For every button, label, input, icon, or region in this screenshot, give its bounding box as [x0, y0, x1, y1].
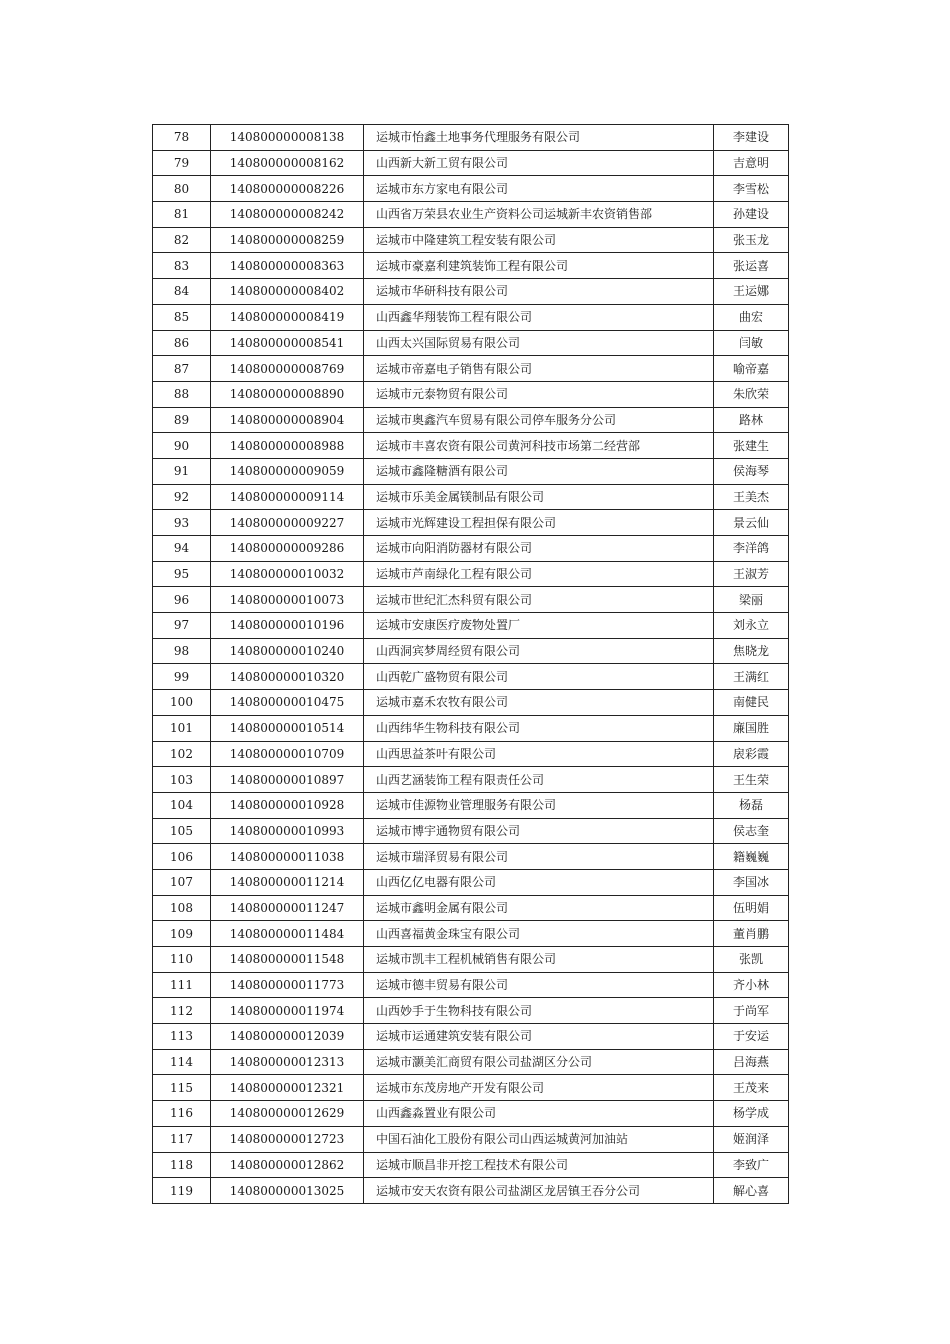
registration-code-cell: 140800000010320: [211, 664, 364, 690]
legal-representative-cell: 王运娜: [714, 279, 789, 305]
legal-representative-cell: 李致广: [714, 1152, 789, 1178]
legal-representative-cell: 闫敏: [714, 330, 789, 356]
row-number-cell: 92: [153, 484, 211, 510]
row-number-cell: 108: [153, 895, 211, 921]
table-row: [153, 330, 789, 356]
registration-code-cell: 140800000010475: [211, 690, 364, 716]
company-name-cell: 山西乾广盛物贸有限公司: [364, 664, 714, 690]
legal-representative-cell: 南健民: [714, 690, 789, 716]
row-number-cell: 106: [153, 844, 211, 870]
row-number-cell: 82: [153, 227, 211, 253]
company-name-cell: 运城市丰喜农资有限公司黄河科技市场第二经营部: [364, 433, 714, 459]
company-name-cell: 运城市德丰贸易有限公司: [364, 972, 714, 998]
legal-representative-cell: 吕海燕: [714, 1049, 789, 1075]
row-number-cell: 94: [153, 536, 211, 562]
table-row: [153, 202, 789, 228]
company-name-cell: 运城市向阳消防器材有限公司: [364, 536, 714, 562]
legal-representative-cell: 喻帝嘉: [714, 356, 789, 382]
company-name-cell: 运城市世纪汇杰科贸有限公司: [364, 587, 714, 613]
row-number-cell: 107: [153, 869, 211, 895]
table-row: [153, 869, 789, 895]
legal-representative-cell: 李建设: [714, 125, 789, 151]
company-name-cell: 运城市奥鑫汽车贸易有限公司停车服务分公司: [364, 407, 714, 433]
registration-code-cell: 140800000010196: [211, 613, 364, 639]
registration-code-cell: 140800000010514: [211, 715, 364, 741]
legal-representative-cell: 焦晓龙: [714, 638, 789, 664]
row-number-cell: 89: [153, 407, 211, 433]
table-row: [153, 279, 789, 305]
company-name-cell: 运城市豪嘉利建筑装饰工程有限公司: [364, 253, 714, 279]
table-row: [153, 638, 789, 664]
registration-code-cell: 140800000008419: [211, 304, 364, 330]
row-number-cell: 80: [153, 176, 211, 202]
row-number-cell: 109: [153, 921, 211, 947]
row-number-cell: 87: [153, 356, 211, 382]
company-name-cell: 山西艺涵装饰工程有限责任公司: [364, 767, 714, 793]
table-row: [153, 1178, 789, 1204]
company-name-cell: 运城市佳源物业管理服务有限公司: [364, 792, 714, 818]
legal-representative-cell: 杨学成: [714, 1101, 789, 1127]
registration-code-cell: 140800000008162: [211, 150, 364, 176]
company-name-cell: 运城市怡鑫土地事务代理服务有限公司: [364, 125, 714, 151]
registration-code-cell: 140800000010073: [211, 587, 364, 613]
row-number-cell: 79: [153, 150, 211, 176]
company-name-cell: 运城市鑫明金属有限公司: [364, 895, 714, 921]
legal-representative-cell: 王淑芳: [714, 561, 789, 587]
registry-table-body: [153, 125, 789, 1204]
legal-representative-cell: 王茂来: [714, 1075, 789, 1101]
company-name-cell: 山西省万荣县农业生产资料公司运城新丰农资销售部: [364, 202, 714, 228]
table-row: [153, 664, 789, 690]
legal-representative-cell: 扆彩霞: [714, 741, 789, 767]
table-row: [153, 998, 789, 1024]
row-number-cell: 119: [153, 1178, 211, 1204]
row-number-cell: 83: [153, 253, 211, 279]
table-row: [153, 767, 789, 793]
row-number-cell: 99: [153, 664, 211, 690]
legal-representative-cell: 吉意明: [714, 150, 789, 176]
company-name-cell: 运城市安康医疗废物处置厂: [364, 613, 714, 639]
legal-representative-cell: 董肖鹏: [714, 921, 789, 947]
company-name-cell: 山西新大新工贸有限公司: [364, 150, 714, 176]
table-row: [153, 792, 789, 818]
company-name-cell: 山西妙手于生物科技有限公司: [364, 998, 714, 1024]
table-row: [153, 381, 789, 407]
registration-code-cell: 140800000011548: [211, 947, 364, 973]
legal-representative-cell: 路林: [714, 407, 789, 433]
table-row: [153, 921, 789, 947]
row-number-cell: 84: [153, 279, 211, 305]
legal-representative-cell: 廉国胜: [714, 715, 789, 741]
registration-code-cell: 140800000012723: [211, 1126, 364, 1152]
registration-code-cell: 140800000008988: [211, 433, 364, 459]
company-name-cell: 中国石油化工股份有限公司山西运城黄河加油站: [364, 1126, 714, 1152]
table-row: [153, 407, 789, 433]
table-row: [153, 458, 789, 484]
row-number-cell: 90: [153, 433, 211, 459]
company-name-cell: 运城市瑞泽贸易有限公司: [364, 844, 714, 870]
company-name-cell: 运城市东方家电有限公司: [364, 176, 714, 202]
company-name-cell: 山西鑫华翔装饰工程有限公司: [364, 304, 714, 330]
registration-code-cell: 140800000012039: [211, 1024, 364, 1050]
legal-representative-cell: 曲宏: [714, 304, 789, 330]
row-number-cell: 115: [153, 1075, 211, 1101]
company-name-cell: 运城市凯丰工程机械销售有限公司: [364, 947, 714, 973]
row-number-cell: 113: [153, 1024, 211, 1050]
registration-code-cell: 140800000012313: [211, 1049, 364, 1075]
registration-code-cell: 140800000008242: [211, 202, 364, 228]
table-row: [153, 253, 789, 279]
company-name-cell: 山西喜福黄金珠宝有限公司: [364, 921, 714, 947]
legal-representative-cell: 李国冰: [714, 869, 789, 895]
registration-code-cell: 140800000011247: [211, 895, 364, 921]
legal-representative-cell: 张运喜: [714, 253, 789, 279]
legal-representative-cell: 张凯: [714, 947, 789, 973]
row-number-cell: 118: [153, 1152, 211, 1178]
row-number-cell: 100: [153, 690, 211, 716]
legal-representative-cell: 景云仙: [714, 510, 789, 536]
registration-code-cell: 140800000009059: [211, 458, 364, 484]
legal-representative-cell: 张建生: [714, 433, 789, 459]
registration-code-cell: 140800000011773: [211, 972, 364, 998]
registration-code-cell: 140800000008402: [211, 279, 364, 305]
registration-code-cell: 140800000010928: [211, 792, 364, 818]
table-row: [153, 484, 789, 510]
registration-code-cell: 140800000008363: [211, 253, 364, 279]
registration-code-cell: 140800000011038: [211, 844, 364, 870]
registration-code-cell: 140800000008138: [211, 125, 364, 151]
legal-representative-cell: 籍巍巍: [714, 844, 789, 870]
company-name-cell: 山西洞宾梦周经贸有限公司: [364, 638, 714, 664]
table-row: [153, 1152, 789, 1178]
company-name-cell: 运城市东茂房地产开发有限公司: [364, 1075, 714, 1101]
registration-code-cell: 140800000008226: [211, 176, 364, 202]
legal-representative-cell: 张玉龙: [714, 227, 789, 253]
legal-representative-cell: 杨磊: [714, 792, 789, 818]
row-number-cell: 91: [153, 458, 211, 484]
table-row: [153, 895, 789, 921]
table-row: [153, 613, 789, 639]
company-name-cell: 运城市顺昌非开挖工程技术有限公司: [364, 1152, 714, 1178]
row-number-cell: 78: [153, 125, 211, 151]
row-number-cell: 112: [153, 998, 211, 1024]
table-row: [153, 561, 789, 587]
legal-representative-cell: 李洋鸽: [714, 536, 789, 562]
company-name-cell: 运城市光辉建设工程担保有限公司: [364, 510, 714, 536]
company-name-cell: 运城市元泰物贸有限公司: [364, 381, 714, 407]
legal-representative-cell: 侯志奎: [714, 818, 789, 844]
company-name-cell: 山西亿亿电器有限公司: [364, 869, 714, 895]
legal-representative-cell: 齐小林: [714, 972, 789, 998]
row-number-cell: 111: [153, 972, 211, 998]
registration-code-cell: 140800000009114: [211, 484, 364, 510]
registration-code-cell: 140800000010993: [211, 818, 364, 844]
registration-code-cell: 140800000008259: [211, 227, 364, 253]
company-name-cell: 山西思益茶叶有限公司: [364, 741, 714, 767]
company-name-cell: 运城市中隆建筑工程安装有限公司: [364, 227, 714, 253]
company-name-cell: 运城市运通建筑安装有限公司: [364, 1024, 714, 1050]
legal-representative-cell: 王生荣: [714, 767, 789, 793]
table-row: [153, 972, 789, 998]
row-number-cell: 88: [153, 381, 211, 407]
registration-code-cell: 140800000010240: [211, 638, 364, 664]
table-row: [153, 227, 789, 253]
row-number-cell: 114: [153, 1049, 211, 1075]
registration-code-cell: 140800000008769: [211, 356, 364, 382]
company-name-cell: 运城市灏美汇商贸有限公司盐湖区分公司: [364, 1049, 714, 1075]
table-row: [153, 536, 789, 562]
registration-code-cell: 140800000008890: [211, 381, 364, 407]
row-number-cell: 102: [153, 741, 211, 767]
company-name-cell: 运城市鑫隆糖酒有限公司: [364, 458, 714, 484]
legal-representative-cell: 侯海琴: [714, 458, 789, 484]
table-row: [153, 304, 789, 330]
table-row: [153, 433, 789, 459]
registration-code-cell: 140800000010032: [211, 561, 364, 587]
row-number-cell: 85: [153, 304, 211, 330]
row-number-cell: 105: [153, 818, 211, 844]
legal-representative-cell: 王满红: [714, 664, 789, 690]
legal-representative-cell: 梁丽: [714, 587, 789, 613]
legal-representative-cell: 于安运: [714, 1024, 789, 1050]
row-number-cell: 96: [153, 587, 211, 613]
legal-representative-cell: 伍明娟: [714, 895, 789, 921]
company-name-cell: 运城市华研科技有限公司: [364, 279, 714, 305]
table-row: [153, 587, 789, 613]
legal-representative-cell: 解心喜: [714, 1178, 789, 1204]
registration-code-cell: 140800000008904: [211, 407, 364, 433]
registration-code-cell: 140800000012862: [211, 1152, 364, 1178]
registration-code-cell: 140800000012629: [211, 1101, 364, 1127]
registration-code-cell: 140800000011484: [211, 921, 364, 947]
registration-code-cell: 140800000009227: [211, 510, 364, 536]
table-row: [153, 947, 789, 973]
table-row: [153, 1075, 789, 1101]
table-row: [153, 1024, 789, 1050]
table-row: [153, 818, 789, 844]
table-row: [153, 690, 789, 716]
company-name-cell: 运城市安天农资有限公司盐湖区龙居镇王吞分公司: [364, 1178, 714, 1204]
row-number-cell: 117: [153, 1126, 211, 1152]
registration-code-cell: 140800000011214: [211, 869, 364, 895]
row-number-cell: 86: [153, 330, 211, 356]
company-name-cell: 运城市乐美金属镁制品有限公司: [364, 484, 714, 510]
registration-code-cell: 140800000009286: [211, 536, 364, 562]
company-name-cell: 山西纬华生物科技有限公司: [364, 715, 714, 741]
table-row: [153, 844, 789, 870]
legal-representative-cell: 于尚军: [714, 998, 789, 1024]
row-number-cell: 104: [153, 792, 211, 818]
registration-code-cell: 140800000010897: [211, 767, 364, 793]
row-number-cell: 95: [153, 561, 211, 587]
legal-representative-cell: 姬润泽: [714, 1126, 789, 1152]
company-name-cell: 运城市嘉禾农牧有限公司: [364, 690, 714, 716]
registration-code-cell: 140800000010709: [211, 741, 364, 767]
table-row: [153, 356, 789, 382]
table-row: [153, 150, 789, 176]
legal-representative-cell: 孙建设: [714, 202, 789, 228]
registration-code-cell: 140800000011974: [211, 998, 364, 1024]
table-row: [153, 715, 789, 741]
table-row: [153, 1049, 789, 1075]
row-number-cell: 98: [153, 638, 211, 664]
table-row: [153, 741, 789, 767]
legal-representative-cell: 李雪松: [714, 176, 789, 202]
company-name-cell: 运城市博宇通物贸有限公司: [364, 818, 714, 844]
row-number-cell: 101: [153, 715, 211, 741]
table-row: [153, 1126, 789, 1152]
registration-code-cell: 140800000008541: [211, 330, 364, 356]
company-name-cell: 运城市帝嘉电子销售有限公司: [364, 356, 714, 382]
row-number-cell: 93: [153, 510, 211, 536]
company-name-cell: 运城市芦南绿化工程有限公司: [364, 561, 714, 587]
registration-code-cell: 140800000013025: [211, 1178, 364, 1204]
row-number-cell: 97: [153, 613, 211, 639]
company-name-cell: 山西太兴国际贸易有限公司: [364, 330, 714, 356]
legal-representative-cell: 刘永立: [714, 613, 789, 639]
legal-representative-cell: 朱欣荣: [714, 381, 789, 407]
row-number-cell: 116: [153, 1101, 211, 1127]
company-name-cell: 山西鑫淼置业有限公司: [364, 1101, 714, 1127]
legal-representative-cell: 王美杰: [714, 484, 789, 510]
registry-table: [152, 124, 789, 1204]
table-row: [153, 176, 789, 202]
table-row: [153, 125, 789, 151]
row-number-cell: 110: [153, 947, 211, 973]
row-number-cell: 81: [153, 202, 211, 228]
table-row: [153, 1101, 789, 1127]
row-number-cell: 103: [153, 767, 211, 793]
registration-code-cell: 140800000012321: [211, 1075, 364, 1101]
table-row: [153, 510, 789, 536]
